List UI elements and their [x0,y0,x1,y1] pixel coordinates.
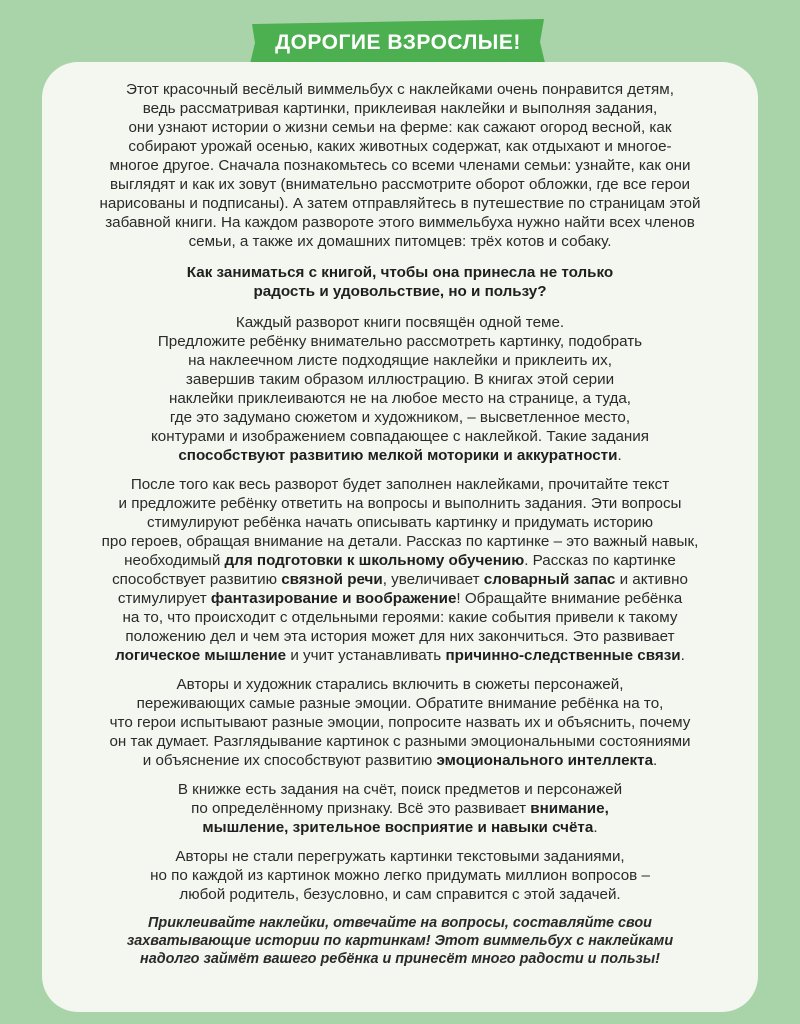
closing-line: захватывающие истории по картинкам! Этот виммельбух с наклейками [126,933,674,949]
text-fragment: . [617,447,622,464]
text-fragment: способствует развитию [112,571,282,588]
text-line: семьи, а также их домашних питомцев: трёх котов и собаку. [188,233,612,250]
text-fragment: и объяснение их способствуют развитию [142,752,437,769]
text-line: Этот красочный весёлый виммельбух с наклейками очень понравится детям, [126,81,674,98]
text-line: Авторы и художник старались включить в сюжеты персонажей, [176,676,624,693]
heading-line: Как заниматься с книгой, чтобы она принесла не только [186,264,614,281]
emphasis-text: способствуют развитию мелкой моторики и аккуратности [178,447,618,464]
text-line: любой родитель, безусловно, и сам справится с этой задачей. [179,886,621,903]
text-line: Предложите ребёнку внимательно рассмотреть картинку, подобрать [157,333,643,350]
banner-title: ДОРОГИЕ ВЗРОСЛЫЕ! [275,31,521,54]
closing-paragraph [78,914,722,968]
emphasis-text: фантазирование и воображение [210,590,457,607]
text-line: переживающих самые разные эмоции. Обратите внимание ребёнка на то, [136,695,664,712]
closing-line: надолго займёт вашего ребёнка и принесёт много радости и пользы! [140,951,660,967]
paragraph-authors [78,847,722,904]
text-line: про героев, обращая внимание на детали. Рассказ по картинке – это важный навык, [101,533,699,550]
intro-paragraph [78,80,722,251]
closing-line: Приклеивайте наклейки, отвечайте на вопросы, составляйте свои [148,915,652,931]
text-fragment: , увеличивает [382,571,484,588]
text-line: нарисованы и подписаны). А затем отправляйтесь в путешествие по страницам этой [99,195,701,212]
text-line: собирают урожай осенью, каких животных содержат, как отдыхают и многое- [128,138,672,155]
text-line: ведь рассматривая картинки, приклеивая наклейки и выполняя задания, [142,100,658,117]
heading-line: радость и удовольствие, но и пользу? [253,283,547,300]
text-fragment: стимулирует [117,590,211,607]
text-line: В книжке есть задания на счёт, поиск предметов и персонажей [177,781,623,798]
text-line: Авторы не стали перегружать картинки текстовыми заданиями, [175,848,625,865]
text-fragment: необходимый [124,552,225,569]
text-fragment: . Рассказ по картинке [524,552,676,569]
text-line: но по каждой из картинок можно легко придумать миллион вопросов – [150,867,650,884]
text-line: что герои испытывают разные эмоции, попросите назвать их и объяснить, почему [109,714,691,731]
text-line: После того как весь разворот будет заполнен наклейками, прочитайте текст [130,476,670,493]
text-fragment: и учит устанавливать [286,647,446,664]
text-content [78,80,722,975]
text-fragment: . [593,819,598,836]
text-fragment: . [653,752,658,769]
text-line: Каждый разворот книги посвящён одной теме. [235,314,565,331]
emphasis-text: внимание, [530,800,609,817]
text-line: выглядят и как их зовут (внимательно рассмотрите оборот обложки, где все герои [109,176,691,193]
text-line: наклейки приклеиваются не на любое место на странице, а туда, [168,390,632,407]
text-line: контурами и изображением совпадающее с наклейкой. Такие задания [150,428,649,445]
text-line: он так думает. Разглядывание картинок с разными эмоциональными состояниями [109,733,691,750]
text-line: забавной книги. На каждом развороте этого виммельбуха нужно найти всех членов [105,214,695,231]
text-line: многое другое. Сначала познакомьтесь со всеми членами семьи: узнайте, как они [109,157,691,174]
text-line: и предложите ребёнку ответить на вопросы и выполнить задания. Эти вопросы [118,495,682,512]
text-fragment: . [680,647,685,664]
header-banner [248,18,548,68]
emphasis-text: для подготовки к школьному обучению [224,552,525,569]
paragraph-stickers [78,313,722,465]
text-fragment: по определённому признаку. Всё это развивает [191,800,531,817]
emphasis-text: словарный запас [483,571,616,588]
text-line: на то, что происходит с отдельными героями: какие события привели к такому [122,609,678,626]
paragraph-questions [78,475,722,665]
text-line: положению дел и чем эта история может для них закончиться. Это развивает [125,628,675,645]
paragraph-emotions [78,675,722,770]
text-fragment: ! Обращайте внимание ребёнка [456,590,683,607]
text-line: стимулируют ребёнка начать описывать картинку и придумать историю [146,514,654,531]
text-fragment: и активно [615,571,688,588]
text-line: где это задумано сюжетом и художником, – высветленное место, [169,409,631,426]
emphasis-text: связной речи [281,571,383,588]
emphasis-text: мышление, зрительное восприятие и навыки счёта [202,819,594,836]
emphasis-text: логическое мышление [115,647,287,664]
text-line: они узнают истории о жизни семьи на ферме: как сажают огород весной, как [128,119,672,136]
text-line: завершив таким образом иллюстрацию. В книгах этой серии [185,371,615,388]
text-line: на наклеечном листе подходящие наклейки и приклеить их, [188,352,612,369]
emphasis-text: эмоционального интеллекта [436,752,654,769]
paragraph-counting [78,780,722,837]
question-heading [78,263,722,301]
emphasis-text: причинно-следственные связи [445,647,681,664]
